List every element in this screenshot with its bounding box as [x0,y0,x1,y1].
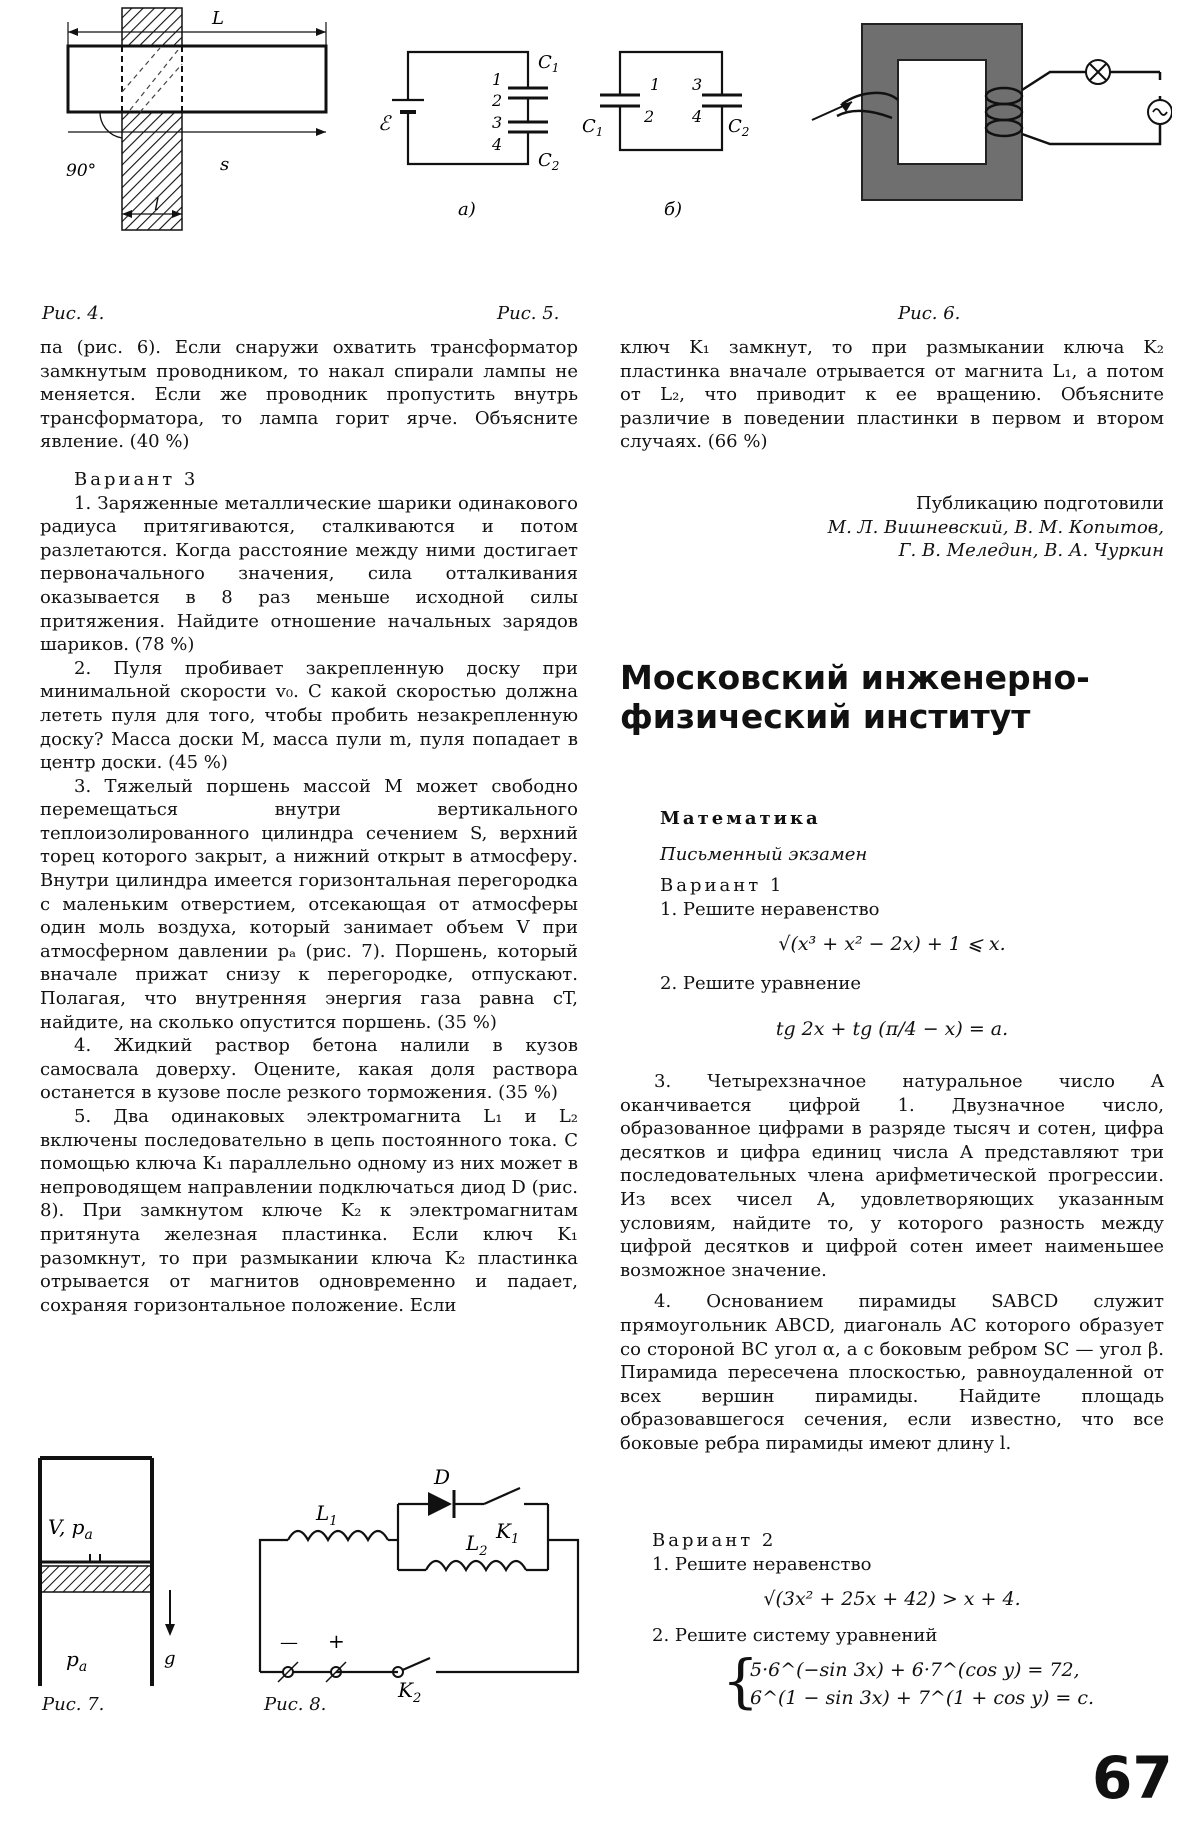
v1-q2: 2. Решите уравнение [660,973,861,994]
fig5b-label-n3: 3 [692,75,703,94]
fig5-label-n3: 3 [492,113,503,132]
v1-q1: 1. Решите неравенство [660,899,880,920]
page-number: 67 [1092,1744,1173,1812]
right-top-paragraph: ключ K₁ замкнут, то при размыкании ключа K₂ пластинка вначале отрывается от магнита L₁, а потом от L₂, что приводит к ее вращению. Объясните различие в поведении пластинки в первом и втором случаях. (66 %) [620,337,1164,453]
v1-question-4: 4. Основанием пирамиды SABCD служит прямоугольник ABCD, диагональ AC которого образует со стороной BC угол α, а с боковым ребром SC — угол β. Пирамида пересечена плоскостью, равноудаленной от всех вершин пирамиды. Найдите площадь образовавшегося сечения, если известно, что все боковые ребра пирамиды имеют длину l. [620,1291,1164,1454]
fig7-label-vpa: V, $p_a$ [48,1515,93,1543]
fig6-caption: Рис. 6. [898,303,961,324]
v1-formula-2: tg 2x + tg (π/4 − x) = a. [775,1018,1009,1040]
credit-line-3: Г. В. Меледин, В. А. Чуркин [898,540,1164,562]
fig5-label-emf: ℰ [378,111,391,135]
fig5b-label-c1: $C_1$ [582,116,604,139]
left-column [40,336,578,1317]
fig5-label-n4: 4 [492,135,503,154]
v2-system-eq-2: 6^(1 − sin 3x) + 7^(1 + cos y) = c. [750,1687,1095,1709]
left-question-1: 1. Заряженные металлические шарики одинакового радиуса притягиваются, сталкиваются и потом разлетаются. Когда расстояние между ними достигает первоначального значения, сила отталкивания оказывается в 8 раз меньше исходной силы притяжения. Найдите отношение начальных зарядов шариков. (78 %) [40,492,578,656]
fig5-caption: Рис. 5. [497,303,560,324]
v2-formula-1: √(3x² + 25x + 42) > x + 4. [763,1588,1021,1610]
subject-title: Математика [660,808,821,829]
fig7-label-pa: $p_a$ [66,1647,88,1675]
fig8-label-D: D [434,1465,451,1489]
v1-formula-1: √(x³ + x² − 2x) + 1 ⩽ x. [778,933,1006,955]
fig8-label-K1: $K_1$ [496,1519,520,1547]
figure-6 [792,20,1172,205]
fig5b-label-n4: 4 [692,107,703,126]
figure-5b [580,40,760,230]
figure-7 [36,1450,186,1690]
fig5b-label-c2: $C_2$ [728,116,750,139]
fig5-label-n1: 1 [492,70,503,89]
fig4-label-L: L [212,8,224,29]
fig4-label-angle: 90° [66,161,97,181]
v2-q2: 2. Решите систему уравнений [652,1625,938,1646]
fig7-label-g: g [164,1648,176,1669]
fig5-label-a: а) [458,199,476,220]
fig4-label-s: s [220,154,230,175]
credits [620,492,1164,563]
v2-q1: 1. Решите неравенство [652,1554,872,1575]
left-continuation-paragraph: па (рис. 6). Если снаружи охватить трансформатор замкнутым проводником, то накал спирали лампы не меняется. Если же проводник пропустить внутрь трансформатора, то лампа горит ярче. Объясните явление. (40 %) [40,337,578,453]
v2-system-eq-1: 5·6^(−sin 3x) + 6·7^(cos y) = 72, [750,1659,1080,1681]
fig5-label-c2: $C_2$ [538,150,560,173]
fig8-caption: Рис. 8. [264,1694,327,1715]
fig5-label-c1: $C_1$ [538,52,560,75]
fig8-label-K2: $K_2$ [398,1678,422,1702]
v1-question-3: 3. Четырехзначное натуральное число A оканчивается цифрой 1. Двузначное число, образованное цифрами в разряде тысяч и сотен, цифра десятков и цифра единиц числа A представляют три последовательных члена арифметической прогрессии. Из всех чисел A, удовлетворяющих указанным условиям, найдите то, у которого разность между цифрой десятков и цифрой сотен имеет наименьшее возможное значение. [620,1071,1164,1281]
v1-questions [620,1070,1164,1456]
variant3-title: Вариант 3 [74,468,199,490]
left-question-3: 3. Тяжелый поршень массой M может свободно перемещаться внутри вертикального теплоизолированного цилиндра сечением S, верхний торец которого закрыт, а нижний открыт в атмосферу. Внутри цилиндра имеется горизонтальная перегородка с маленьким отверстием, отсекающая от атмосферы один моль воздуха, который занимает объем V при атмосферном давлении pₐ (рис. 7). Поршень, который вначале прижат снизу к перегородке, отпускают. Полагая, что внутренняя энергия газа равна cT, найдите, на сколько опустится поршень. (35 %) [40,775,578,1033]
left-question-2: 2. Пуля пробивает закрепленную доску при минимальной скорости v₀. С какой скоростью должна лететь пуля для того, чтобы пробить незакрепленную доску? Масса доски M, масса пули m, пуля попадает в центр доски. (45 %) [40,657,578,774]
figure-4 [60,0,330,232]
fig8-label-L2: $L_2$ [466,1531,488,1559]
v2-system: { 5·6^(−sin 3x) + 6·7^(cos y) = 72, 6^(1 − sin 3x) + 7^(1 + cos y) = c. [722,1647,1095,1715]
fig5b-label-n2: 2 [644,107,655,126]
fig5b-label-n1: 1 [650,75,661,94]
fig8-label-L1: $L_1$ [316,1501,338,1529]
credit-line-2: М. Л. Вишневский, В. М. Копытов, [827,516,1164,538]
exam-type: Письменный экзамен [660,844,868,865]
credit-line-1: Публикацию подготовили [915,493,1164,514]
fig8-label-plus: + [328,1629,345,1653]
fig4-label-l: l [154,195,160,215]
fig7-caption: Рис. 7. [42,1694,105,1715]
v2-title: Вариант 2 [652,1530,777,1551]
left-question-4: 4. Жидкий раствор бетона налили в кузов самосвала доверху. Оцените, какая доля раствора останется в кузове после резкого торможения. (35 %) [40,1035,578,1104]
institute-heading: Московский инженерно-физический институт [620,658,1090,736]
fig4-caption: Рис. 4. [42,303,105,324]
fig5-label-b: б) [664,199,683,220]
left-question-5: 5. Два одинаковых электромагнита L₁ и L₂ включены последовательно в цепь постоянного тока. С помощью ключа K₁ параллельно одному из них может в непроводящем направлении подключаться диод D (рис. 8). При замкнутом ключе K₂ к электромагнитам притянута железная пластинка. Если ключ K₁ разомкнут, то при размыкании ключа K₂ пластинка отрывается от магнитов одновременно и падает, сохраняя горизонтальное положение. Если [40,1106,578,1316]
v1-title: Вариант 1 [660,875,785,896]
fig5-label-n2: 2 [492,91,503,110]
fig8-label-minus: — [280,1632,298,1653]
figure-5a [368,40,568,230]
figure-8 [248,1452,588,1702]
